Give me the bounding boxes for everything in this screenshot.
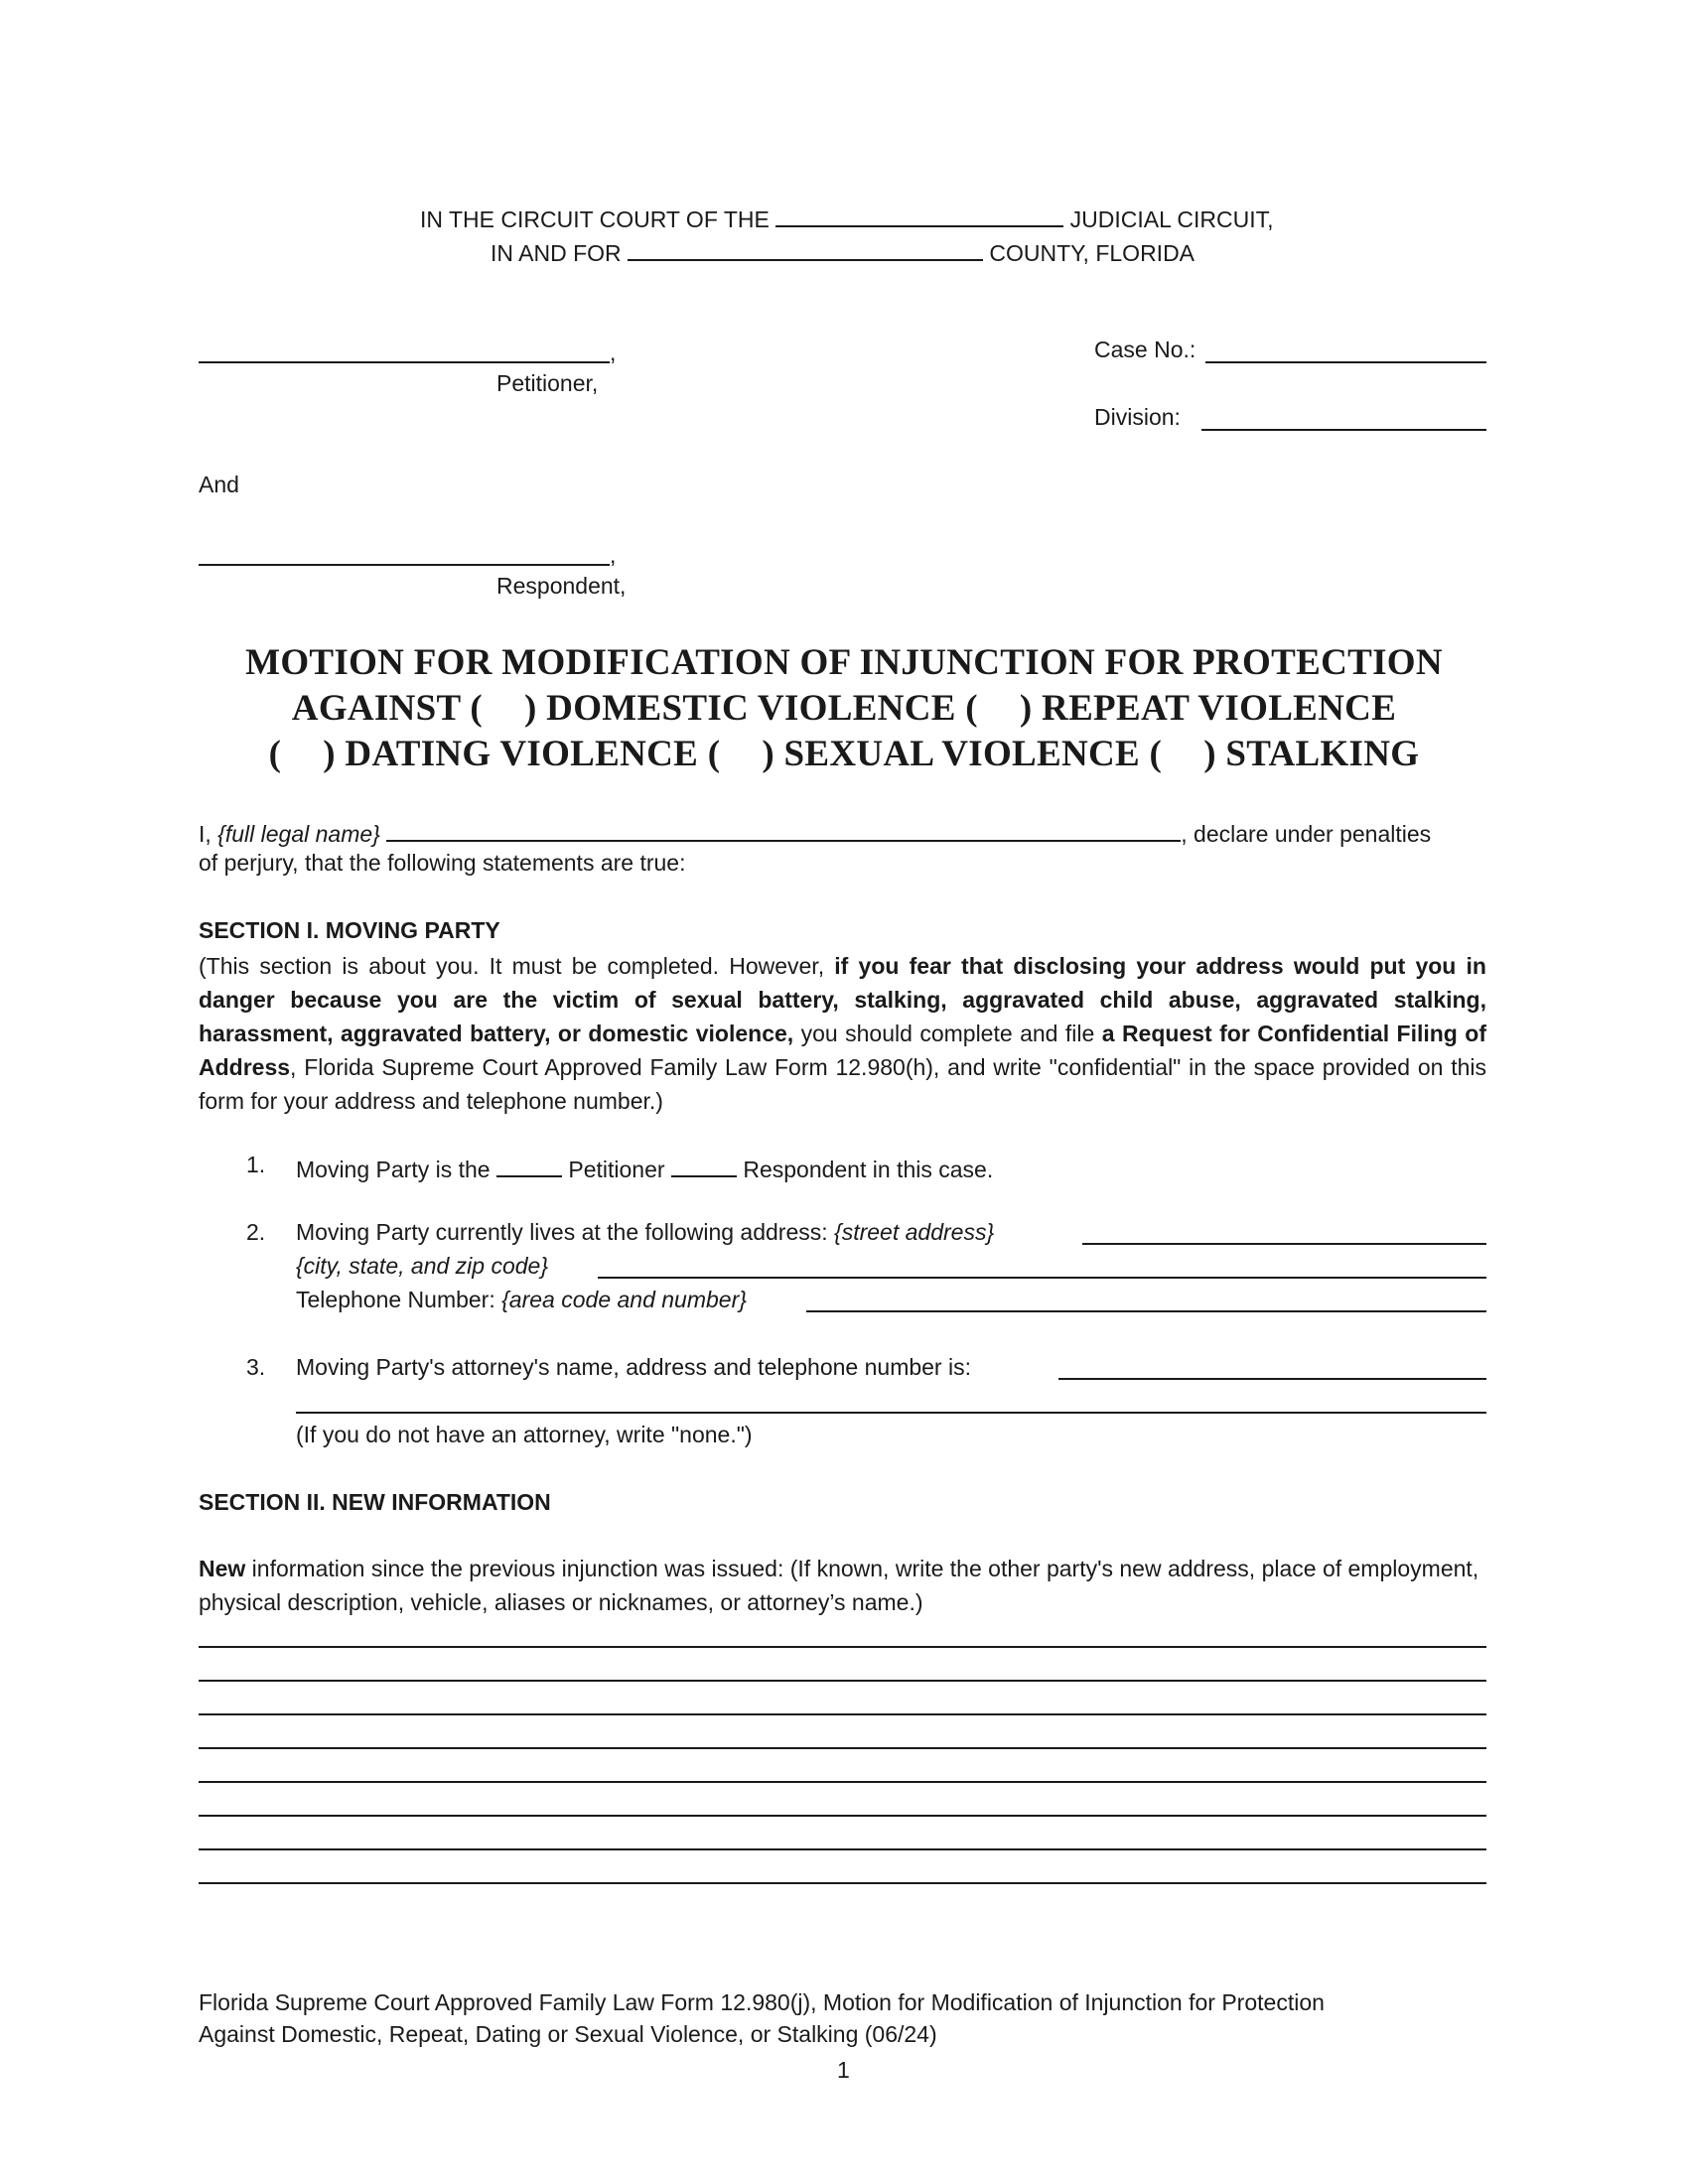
circuit-blank[interactable] [775, 202, 1063, 227]
section2-intro-bold: New [199, 1556, 246, 1581]
item3-number: 3. [246, 1354, 266, 1380]
title-repeat-violence: ) REPEAT VIOLENCE [1019, 688, 1397, 729]
section1-intro [199, 949, 1486, 1118]
county-suffix: COUNTY, FLORIDA [989, 240, 1196, 266]
section2-heading: SECTION II. NEW INFORMATION [199, 1489, 551, 1515]
title-domestic-violence: ) DOMESTIC VIOLENCE ( [524, 688, 978, 729]
form-title-line3 [0, 733, 1688, 775]
new-info-line-1[interactable] [199, 1646, 1486, 1648]
new-info-line-5[interactable] [199, 1781, 1486, 1783]
item2-line3 [296, 1287, 747, 1313]
respondent-name-blank[interactable] [199, 564, 610, 566]
telephone-label: Telephone Number: [296, 1287, 495, 1312]
case-no-label: Case No.: [1094, 337, 1196, 362]
section2-intro [199, 1552, 1486, 1619]
petitioner-name-blank[interactable] [199, 361, 610, 363]
section2-intro-text: information since the previous injunction was issued: (If known, write the other party's new address, place of employment, physical description, vehicle, aliases or nicknames, or attorney’s name.) [199, 1556, 1479, 1615]
county-blank[interactable] [628, 235, 983, 261]
and-label: And [199, 472, 239, 497]
case-no-blank[interactable] [1205, 361, 1486, 363]
city-state-zip-hint: {city, state, and zip code} [296, 1253, 549, 1279]
new-info-line-8[interactable] [199, 1882, 1486, 1884]
title-dating-violence: ) DATING VIOLENCE ( [323, 734, 721, 774]
section1-intro-text3: , Florida Supreme Court Approved Family Law Form 12.980(h), and write "confidential" in the space provided on this form for your address and telephone number.) [199, 1054, 1486, 1114]
division-blank[interactable] [1201, 429, 1486, 431]
telephone-hint: {area code and number} [501, 1287, 747, 1312]
title-line1: MOTION FOR MODIFICATION OF INJUNCTION FOR PROTECTION [245, 642, 1443, 683]
item1-number: 1. [246, 1152, 266, 1177]
full-legal-name-hint: {full legal name} [217, 821, 380, 847]
telephone-blank[interactable] [806, 1310, 1486, 1312]
section1-intro-text2: you should complete and file [793, 1021, 1102, 1046]
new-info-line-6[interactable] [199, 1815, 1486, 1817]
item1-line [296, 1152, 993, 1183]
title-sexual-violence: ) SEXUAL VIOLENCE ( [762, 734, 1163, 774]
petitioner-label: Petitioner, [496, 370, 599, 396]
respondent-label: Respondent, [496, 573, 627, 599]
petitioner-choice-blank[interactable] [496, 1152, 562, 1177]
court-circuit-line [420, 202, 1274, 233]
petitioner-comma: , [610, 340, 617, 365]
footer-line1: Florida Supreme Court Approved Family Law Form 12.980(j), Motion for Modification of Injunction for Protection [199, 1989, 1325, 2015]
street-address-blank[interactable] [1082, 1243, 1486, 1245]
form-title-line2 [0, 687, 1688, 730]
item2-line1 [296, 1219, 994, 1246]
city-state-zip-blank[interactable] [598, 1277, 1486, 1279]
item1-text-a: Moving Party is the [296, 1157, 491, 1182]
street-address-hint: {street address} [834, 1219, 995, 1245]
court-county-line [491, 235, 1195, 267]
title-open-paren: ( [268, 734, 282, 774]
section1-intro-text1: (This section is about you. It must be completed. However, [199, 953, 835, 979]
section1-intro-bold1: if you fear that disclosing your address would put you in danger because you are the victim of sexual battery, stalking, aggravated child abuse, aggravated stalking, harassment, aggravated battery, or domestic violence, [199, 953, 1486, 1046]
new-info-line-3[interactable] [199, 1713, 1486, 1715]
declaration-suffix: , declare under penalties [1181, 821, 1432, 847]
item1-text-c: Respondent in this case. [743, 1157, 994, 1182]
page-number: 1 [837, 2057, 850, 2083]
respondent-choice-blank[interactable] [671, 1152, 737, 1177]
new-info-line-2[interactable] [199, 1680, 1486, 1682]
declaration-line1 [199, 816, 1431, 848]
section1-intro-bold2: a Request for Confidential Filing of Address [199, 1021, 1486, 1080]
item1-petitioner: Petitioner [568, 1157, 665, 1182]
respondent-comma: , [610, 542, 617, 568]
footer-line2: Against Domestic, Repeat, Dating or Sexual Violence, or Stalking (06/24) [199, 2021, 937, 2047]
new-info-line-4[interactable] [199, 1747, 1486, 1749]
new-info-line-7[interactable] [199, 1848, 1486, 1850]
form-title-line1 [0, 641, 1688, 684]
item2-number: 2. [246, 1219, 266, 1245]
title-stalking: ) STALKING [1203, 734, 1420, 774]
circuit-suffix: JUDICIAL CIRCUIT, [1069, 206, 1274, 232]
attorney-info-blank-2[interactable] [296, 1412, 1486, 1414]
division-label: Division: [1094, 404, 1181, 430]
circuit-prefix: IN THE CIRCUIT COURT OF THE [420, 206, 770, 232]
county-prefix: IN AND FOR [491, 240, 622, 266]
section1-heading: SECTION I. MOVING PARTY [199, 917, 500, 943]
title-against: AGAINST ( [291, 688, 483, 729]
item3-note: (If you do not have an attorney, write "none.") [296, 1422, 753, 1447]
item2-text-a: Moving Party currently lives at the following address: [296, 1219, 828, 1245]
attorney-info-blank-1[interactable] [1058, 1378, 1486, 1380]
declaration-prefix: I, [199, 821, 211, 847]
full-legal-name-blank[interactable] [386, 816, 1181, 842]
declaration-line2: of perjury, that the following statements are true: [199, 850, 686, 876]
item3-text: Moving Party's attorney's name, address and telephone number is: [296, 1354, 971, 1380]
